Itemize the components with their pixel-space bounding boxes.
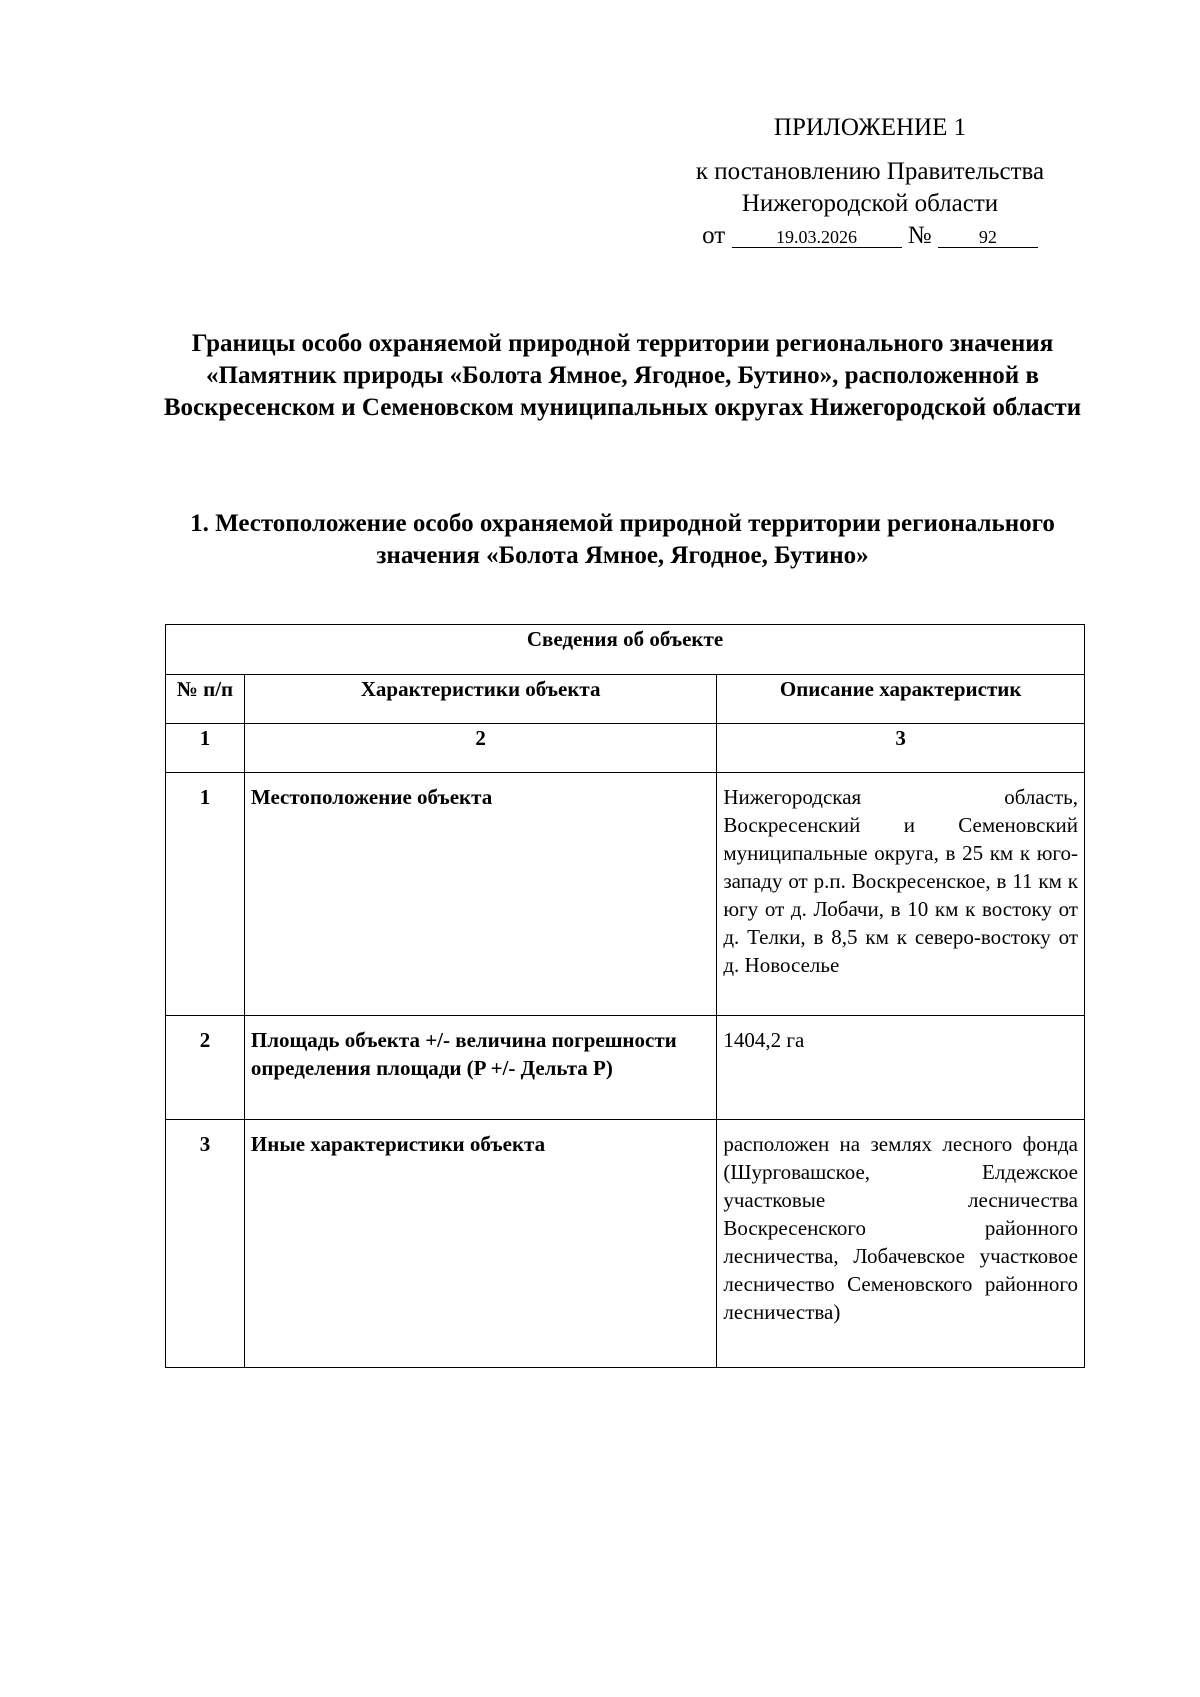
from-label: от (702, 222, 726, 249)
number-label: № (907, 222, 932, 249)
section-heading: 1. Местоположение особо охраняемой природной территории регионального значения «Болота Ямное, Ягодное, Бутино» (190, 510, 1055, 569)
column-header-characteristic: Характеристики объекта (244, 675, 716, 724)
document-heading: Границы особо охраняемой природной территории регионального значения «Памятник природы «Болота Ямное, Ягодное, Бутино», расположенной в Воскресенском и Семеновском муниципальных округах Нижегородской области (163, 330, 1082, 421)
appendix-block (620, 112, 1120, 252)
row-description: расположен на землях лесного фонда (Шурговашское, Елдежское участковые лесничества Воскресенского районного лесничества, Лобачевское участковое лесничество Семеновского районного лесничества) (717, 1120, 1085, 1368)
resolution-number: 92 (938, 227, 1038, 248)
row-characteristic: Площадь объекта +/- величина погрешности определения площади (P +/- Дельта P) (244, 1016, 716, 1120)
row-number: 1 (166, 773, 245, 1016)
row-description: Нижегородская область, Воскресенский и Семеновский муниципальные округа, в 25 км к юго-западу от р.п. Воскресенское, в 11 км к югу от д. Лобачи, в 10 км к востоку от д. Телки, в 8,5 км к северо-востоку от д. Новоселье (717, 773, 1085, 1016)
row-characteristic: Местоположение объекта (244, 773, 716, 1016)
table-caption: Сведения об объекте (166, 625, 1085, 675)
column-number: 3 (717, 724, 1085, 773)
table-caption-row (166, 625, 1085, 675)
appendix-reference-line (620, 220, 1120, 252)
column-number: 1 (166, 724, 245, 773)
row-number: 3 (166, 1120, 245, 1368)
table-row (166, 773, 1085, 1016)
column-header-description: Описание характеристик (717, 675, 1085, 724)
column-header-number: № п/п (166, 675, 245, 724)
row-characteristic: Иные характеристики объекта (244, 1120, 716, 1368)
table-row (166, 1120, 1085, 1368)
table-row (166, 1016, 1085, 1120)
row-number: 2 (166, 1016, 245, 1120)
column-number-row (166, 724, 1085, 773)
row-description: 1404,2 га (717, 1016, 1085, 1120)
resolution-date: 19.03.2026 (732, 227, 902, 248)
appendix-title: ПРИЛОЖЕНИЕ 1 (773, 114, 967, 141)
object-info-table (165, 624, 1085, 1368)
appendix-resolution-line: к постановлению Правительства (695, 158, 1045, 185)
table-header-row (166, 675, 1085, 724)
appendix-region-line: Нижегородской области (741, 190, 999, 217)
column-number: 2 (244, 724, 716, 773)
